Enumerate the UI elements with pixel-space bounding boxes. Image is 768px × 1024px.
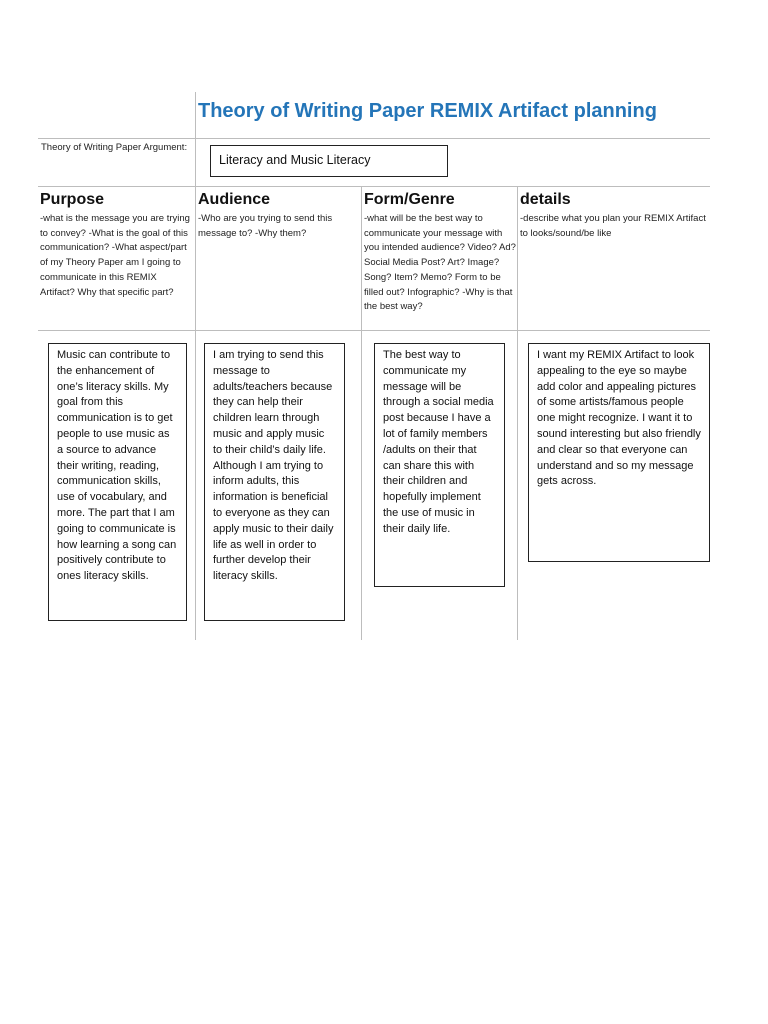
prompt-divider [38,330,710,331]
details-heading: details [520,191,571,208]
title-divider [38,138,710,139]
page-title: Theory of Writing Paper REMIX Artifact planning [198,100,657,122]
audience-heading: Audience [198,191,271,208]
audience-answer: I am trying to send this message to adults/teachers because they can help their children learn through music and apply music to their child’s daily life. Although I am trying to inform adults, this information is beneficial to everyone as they can apply music to their daily life as well in order to further develop their literacy skills. [213,349,334,583]
form-genre-answer-box[interactable] [374,343,505,587]
purpose-answer: Music can contribute to the enhancement of one’s literacy skills. My goal from this communication is to get people to use music as a source to advance their writing, reading, communication skills, use of vocabulary, and more. The part that I am going to communicate is how learning a song can positively contribute to ones literacy skills. [57,349,177,583]
column-divider-3 [517,186,518,640]
header-divider [38,186,710,187]
form-genre-heading: Form/Genre [364,191,455,208]
purpose-answer-box[interactable] [48,343,187,621]
purpose-prompt: -what is the message you are trying to convey? -What is the goal of this communication? -What aspect/part of my Theory Paper am I going to communicate in this REMIX Artifact? Why that specific part? [40,213,190,298]
details-prompt: -describe what you plan your REMIX Artifact to looks/sound/be like [520,213,706,239]
argument-field[interactable] [210,145,448,177]
purpose-heading: Purpose [40,191,105,208]
details-answer-box[interactable] [528,343,710,562]
audience-prompt: -Who are you trying to send this message to? -Why them? [198,213,333,239]
details-answer: I want my REMIX Artifact to look appealing to the eye so maybe add color and appealing pictures of some artists/famous people one might recognize. I want it to sound interesting but also friendly and clear so that everyone can understand and so my message gets across. [537,349,701,488]
column-divider-2 [361,186,362,640]
form-genre-answer: The best way to communicate my message will be through a social media post because I have a lot of family members /adults on their that can share this with their children and hopefully implement the use of music in their daily life. [383,349,494,535]
argument-value: Literacy and Music Literacy [219,153,371,167]
audience-answer-box[interactable] [204,343,345,621]
argument-label: Theory of Writing Paper Argument: [41,142,188,153]
column-divider-1 [195,92,196,640]
form-genre-prompt: -what will be the best way to communicate your message with you intended audience? Video? Ad? Social Media Post? Art? Image? Song? Item? Memo? Form to be filled out? Infographic? -Why is that the best way? [364,213,516,313]
